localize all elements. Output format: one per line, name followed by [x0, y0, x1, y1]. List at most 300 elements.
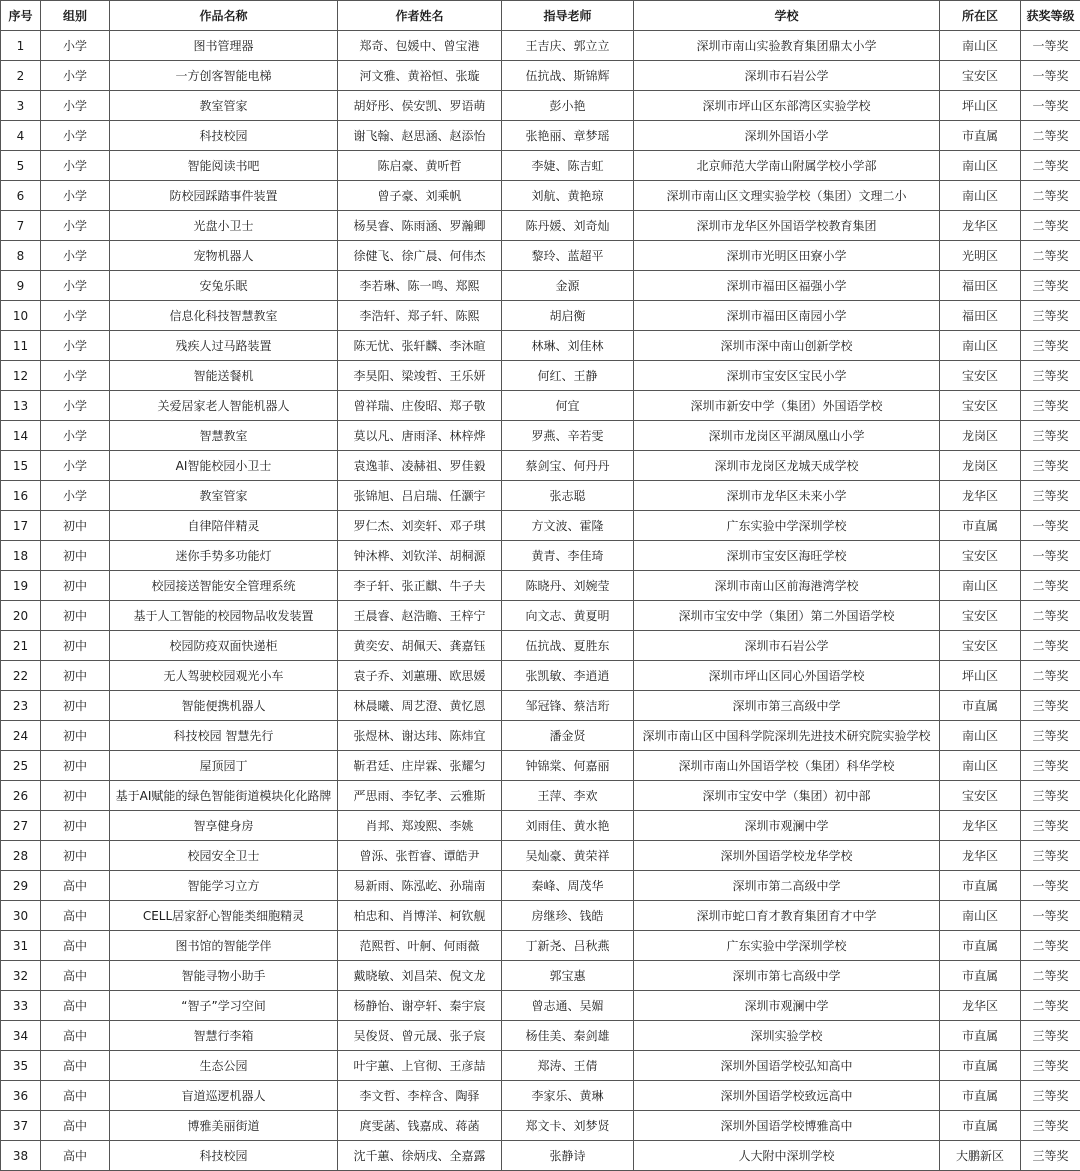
cell-group: 小学 — [41, 481, 110, 511]
table-row — [1, 781, 1080, 811]
cell-work-title: 防校园踩踏事件装置 — [110, 181, 338, 211]
cell-district: 南山区 — [940, 901, 1021, 931]
cell-advisors: 金源 — [502, 271, 634, 301]
cell-authors: 胡妤彤、侯安凯、罗语萌 — [338, 91, 502, 121]
cell-authors: 叶宇蕙、上官彻、王彦喆 — [338, 1051, 502, 1081]
table-row — [1, 331, 1080, 361]
cell-advisors: 王吉庆、郭立立 — [502, 31, 634, 61]
cell-work-title: 校园防疫双面快递柜 — [110, 631, 338, 661]
header-district: 所在区 — [940, 1, 1021, 31]
cell-group: 高中 — [41, 1021, 110, 1051]
cell-authors: 陈启豪、黄听哲 — [338, 151, 502, 181]
cell-advisors: 房继珍、钱皓 — [502, 901, 634, 931]
cell-index: 10 — [1, 301, 41, 331]
cell-school: 深圳市南山区文理实验学校（集团）文理二小 — [634, 181, 940, 211]
cell-award: 三等奖 — [1021, 721, 1080, 751]
cell-school: 北京师范大学南山附属学校小学部 — [634, 151, 940, 181]
cell-group: 小学 — [41, 271, 110, 301]
cell-group: 高中 — [41, 991, 110, 1021]
cell-award: 二等奖 — [1021, 211, 1080, 241]
cell-school: 深圳市石岩公学 — [634, 631, 940, 661]
cell-advisors: 何红、王静 — [502, 361, 634, 391]
cell-district: 宝安区 — [940, 361, 1021, 391]
cell-advisors: 陈丹媛、刘奇灿 — [502, 211, 634, 241]
cell-group: 高中 — [41, 1111, 110, 1141]
cell-work-title: 图书管理器 — [110, 31, 338, 61]
cell-district: 龙华区 — [940, 811, 1021, 841]
table-row — [1, 31, 1080, 61]
header-authors: 作者姓名 — [338, 1, 502, 31]
cell-authors: 莫以凡、唐雨泽、林梓烨 — [338, 421, 502, 451]
cell-advisors: 张志聪 — [502, 481, 634, 511]
cell-district: 坪山区 — [940, 91, 1021, 121]
cell-district: 宝安区 — [940, 61, 1021, 91]
cell-award: 一等奖 — [1021, 31, 1080, 61]
cell-authors: 黄奕安、胡佩天、龚嘉钰 — [338, 631, 502, 661]
table-row — [1, 811, 1080, 841]
cell-authors: 陈无忧、张轩麟、李沐暄 — [338, 331, 502, 361]
cell-award: 二等奖 — [1021, 571, 1080, 601]
cell-authors: 吴俊贤、曾元晟、张子宸 — [338, 1021, 502, 1051]
cell-school: 深圳市宝安中学（集团）初中部 — [634, 781, 940, 811]
cell-award: 一等奖 — [1021, 871, 1080, 901]
cell-group: 小学 — [41, 121, 110, 151]
cell-district: 宝安区 — [940, 541, 1021, 571]
cell-advisors: 张艳丽、章梦瑶 — [502, 121, 634, 151]
cell-index: 14 — [1, 421, 41, 451]
cell-school: 深圳市石岩公学 — [634, 61, 940, 91]
cell-district: 南山区 — [940, 181, 1021, 211]
cell-district: 龙华区 — [940, 211, 1021, 241]
cell-index: 19 — [1, 571, 41, 601]
cell-group: 高中 — [41, 931, 110, 961]
cell-index: 32 — [1, 961, 41, 991]
cell-district: 市直属 — [940, 1111, 1021, 1141]
cell-group: 初中 — [41, 511, 110, 541]
cell-index: 15 — [1, 451, 41, 481]
cell-award: 三等奖 — [1021, 271, 1080, 301]
cell-district: 南山区 — [940, 31, 1021, 61]
cell-advisors: 伍抗战、夏胜东 — [502, 631, 634, 661]
cell-district: 大鹏新区 — [940, 1141, 1021, 1171]
cell-district: 市直属 — [940, 931, 1021, 961]
cell-school: 深圳市坪山区东部湾区实验学校 — [634, 91, 940, 121]
header-advisors: 指导老师 — [502, 1, 634, 31]
cell-group: 高中 — [41, 901, 110, 931]
table-body — [1, 31, 1080, 1171]
cell-index: 22 — [1, 661, 41, 691]
cell-index: 36 — [1, 1081, 41, 1111]
cell-authors: 钟沐桦、刘钦洋、胡桐源 — [338, 541, 502, 571]
cell-district: 龙岗区 — [940, 421, 1021, 451]
cell-index: 9 — [1, 271, 41, 301]
cell-advisors: 刘雨佳、黄水艳 — [502, 811, 634, 841]
cell-group: 小学 — [41, 391, 110, 421]
cell-district: 龙华区 — [940, 841, 1021, 871]
cell-group: 小学 — [41, 241, 110, 271]
cell-school: 深圳市龙华区外国语学校教育集团 — [634, 211, 940, 241]
cell-work-title: 基于AI赋能的绿色智能街道模块化化路牌 — [110, 781, 338, 811]
table-row — [1, 511, 1080, 541]
cell-index: 8 — [1, 241, 41, 271]
cell-index: 30 — [1, 901, 41, 931]
cell-work-title: 智慧教室 — [110, 421, 338, 451]
cell-school: 深圳外国语小学 — [634, 121, 940, 151]
cell-work-title: 安兔乐眠 — [110, 271, 338, 301]
cell-work-title: 光盘小卫士 — [110, 211, 338, 241]
table-row — [1, 931, 1080, 961]
cell-award: 二等奖 — [1021, 931, 1080, 961]
cell-award: 三等奖 — [1021, 1051, 1080, 1081]
cell-authors: 李子轩、张正麒、牛子夫 — [338, 571, 502, 601]
cell-award: 一等奖 — [1021, 901, 1080, 931]
table-row — [1, 211, 1080, 241]
cell-advisors: 何宜 — [502, 391, 634, 421]
cell-authors: 张锦旭、吕启瑞、任灏宇 — [338, 481, 502, 511]
cell-group: 高中 — [41, 1141, 110, 1171]
cell-index: 3 — [1, 91, 41, 121]
cell-school: 深圳外国语学校龙华学校 — [634, 841, 940, 871]
cell-advisors: 曾志通、吴媚 — [502, 991, 634, 1021]
cell-group: 高中 — [41, 961, 110, 991]
cell-index: 35 — [1, 1051, 41, 1081]
cell-authors: 袁逸菲、凌赫祖、罗佳毅 — [338, 451, 502, 481]
cell-work-title: 宠物机器人 — [110, 241, 338, 271]
cell-group: 高中 — [41, 871, 110, 901]
cell-index: 12 — [1, 361, 41, 391]
cell-index: 18 — [1, 541, 41, 571]
cell-index: 17 — [1, 511, 41, 541]
table-row — [1, 661, 1080, 691]
cell-work-title: 一方创客智能电梯 — [110, 61, 338, 91]
cell-advisors: 丁新尧、吕秋燕 — [502, 931, 634, 961]
cell-index: 37 — [1, 1111, 41, 1141]
cell-authors: 郑奇、包媛中、曾宝港 — [338, 31, 502, 61]
cell-award: 三等奖 — [1021, 481, 1080, 511]
cell-award: 二等奖 — [1021, 241, 1080, 271]
cell-district: 市直属 — [940, 1021, 1021, 1051]
cell-advisors: 陈晓丹、刘婉莹 — [502, 571, 634, 601]
cell-school: 深圳市光明区田寮小学 — [634, 241, 940, 271]
cell-school: 深圳市宝安区宝民小学 — [634, 361, 940, 391]
cell-advisors: 王萍、李欢 — [502, 781, 634, 811]
cell-advisors: 李家乐、黄琳 — [502, 1081, 634, 1111]
cell-authors: 李昊阳、梁竣哲、王乐妍 — [338, 361, 502, 391]
cell-group: 初中 — [41, 661, 110, 691]
cell-advisors: 伍抗战、斯锦辉 — [502, 61, 634, 91]
cell-district: 市直属 — [940, 961, 1021, 991]
cell-group: 小学 — [41, 361, 110, 391]
cell-advisors: 刘航、黄艳琼 — [502, 181, 634, 211]
cell-index: 1 — [1, 31, 41, 61]
cell-work-title: “智子”学习空间 — [110, 991, 338, 1021]
cell-authors: 范熙哲、叶舸、何雨薇 — [338, 931, 502, 961]
cell-group: 初中 — [41, 571, 110, 601]
cell-authors: 庹雯菡、钱嘉成、蒋菡 — [338, 1111, 502, 1141]
header-award: 获奖等级 — [1021, 1, 1080, 31]
cell-district: 南山区 — [940, 331, 1021, 361]
cell-group: 初中 — [41, 751, 110, 781]
cell-authors: 李浩轩、郑子轩、陈熙 — [338, 301, 502, 331]
cell-school: 深圳市南山外国语学校（集团）科华学校 — [634, 751, 940, 781]
cell-award: 二等奖 — [1021, 961, 1080, 991]
cell-work-title: 基于人工智能的校园物品收发装置 — [110, 601, 338, 631]
table-row — [1, 91, 1080, 121]
cell-authors: 杨昊睿、陈雨涵、罗瀚卿 — [338, 211, 502, 241]
table-row — [1, 991, 1080, 1021]
cell-authors: 李文哲、李梓含、陶驿 — [338, 1081, 502, 1111]
table-row — [1, 301, 1080, 331]
cell-school: 人大附中深圳学校 — [634, 1141, 940, 1171]
cell-authors: 易新雨、陈泓屹、孙瑞南 — [338, 871, 502, 901]
table-row — [1, 631, 1080, 661]
cell-group: 小学 — [41, 421, 110, 451]
cell-district: 光明区 — [940, 241, 1021, 271]
table-row — [1, 151, 1080, 181]
cell-index: 5 — [1, 151, 41, 181]
cell-award: 二等奖 — [1021, 661, 1080, 691]
cell-award: 三等奖 — [1021, 691, 1080, 721]
cell-work-title: 博雅美丽街道 — [110, 1111, 338, 1141]
cell-index: 26 — [1, 781, 41, 811]
cell-district: 南山区 — [940, 151, 1021, 181]
cell-district: 市直属 — [940, 121, 1021, 151]
cell-school: 深圳市宝安区海旺学校 — [634, 541, 940, 571]
cell-work-title: 智慧行李箱 — [110, 1021, 338, 1051]
cell-school: 深圳外国语学校弘知高中 — [634, 1051, 940, 1081]
cell-advisors: 潘金贤 — [502, 721, 634, 751]
table-row — [1, 961, 1080, 991]
cell-work-title: 屋顶园丁 — [110, 751, 338, 781]
cell-award: 二等奖 — [1021, 991, 1080, 1021]
cell-authors: 曾泺、张哲睿、谭皓尹 — [338, 841, 502, 871]
table-row — [1, 121, 1080, 151]
header-work-title: 作品名称 — [110, 1, 338, 31]
cell-work-title: 教室管家 — [110, 481, 338, 511]
cell-advisors: 秦峰、周茂华 — [502, 871, 634, 901]
cell-school: 深圳外国语学校致远高中 — [634, 1081, 940, 1111]
cell-award: 二等奖 — [1021, 151, 1080, 181]
cell-work-title: CELL居家舒心智能类细胞精灵 — [110, 901, 338, 931]
table-row — [1, 1051, 1080, 1081]
cell-district: 龙岗区 — [940, 451, 1021, 481]
cell-school: 深圳市南山区中国科学院深圳先进技术研究院实验学校 — [634, 721, 940, 751]
cell-advisors: 邹冠锋、蔡洁珩 — [502, 691, 634, 721]
table-row — [1, 391, 1080, 421]
table-row — [1, 541, 1080, 571]
cell-group: 小学 — [41, 61, 110, 91]
cell-group: 小学 — [41, 211, 110, 241]
cell-school: 深圳市深中南山创新学校 — [634, 331, 940, 361]
cell-award: 一等奖 — [1021, 541, 1080, 571]
cell-award: 一等奖 — [1021, 511, 1080, 541]
cell-advisors: 钟锦棠、何嘉丽 — [502, 751, 634, 781]
cell-authors: 张煜林、谢达玮、陈炜宜 — [338, 721, 502, 751]
cell-district: 龙华区 — [940, 991, 1021, 1021]
cell-advisors: 杨佳美、秦剑雄 — [502, 1021, 634, 1051]
cell-advisors: 蔡剑宝、何丹丹 — [502, 451, 634, 481]
cell-award: 三等奖 — [1021, 1111, 1080, 1141]
cell-school: 深圳市福田区福强小学 — [634, 271, 940, 301]
cell-award: 二等奖 — [1021, 121, 1080, 151]
cell-advisors: 方文波、霍隆 — [502, 511, 634, 541]
table-row — [1, 61, 1080, 91]
cell-school: 深圳市蛇口育才教育集团育才中学 — [634, 901, 940, 931]
cell-school: 深圳实验学校 — [634, 1021, 940, 1051]
cell-authors: 袁子乔、刘蕙珊、欧思媛 — [338, 661, 502, 691]
cell-work-title: 智能送餐机 — [110, 361, 338, 391]
cell-award: 三等奖 — [1021, 1141, 1080, 1171]
cell-school: 深圳市新安中学（集团）外国语学校 — [634, 391, 940, 421]
cell-work-title: 智能阅读书吧 — [110, 151, 338, 181]
cell-district: 宝安区 — [940, 601, 1021, 631]
cell-award: 一等奖 — [1021, 61, 1080, 91]
table-row — [1, 1141, 1080, 1171]
cell-district: 福田区 — [940, 271, 1021, 301]
cell-advisors: 张凯敏、李逍逍 — [502, 661, 634, 691]
cell-award: 二等奖 — [1021, 631, 1080, 661]
cell-work-title: 智能学习立方 — [110, 871, 338, 901]
table-row — [1, 241, 1080, 271]
cell-authors: 柏忠和、肖博洋、柯钦舰 — [338, 901, 502, 931]
cell-award: 三等奖 — [1021, 1081, 1080, 1111]
cell-work-title: 信息化科技智慧教室 — [110, 301, 338, 331]
header-row — [1, 1, 1080, 31]
cell-school: 深圳市第三高级中学 — [634, 691, 940, 721]
table-row — [1, 901, 1080, 931]
cell-school: 深圳市龙岗区平湖凤凰山小学 — [634, 421, 940, 451]
cell-group: 小学 — [41, 91, 110, 121]
table-row — [1, 451, 1080, 481]
cell-group: 初中 — [41, 601, 110, 631]
cell-school: 广东实验中学深圳学校 — [634, 511, 940, 541]
cell-group: 小学 — [41, 331, 110, 361]
cell-award: 三等奖 — [1021, 451, 1080, 481]
table-row — [1, 751, 1080, 781]
header-school: 学校 — [634, 1, 940, 31]
table-row — [1, 721, 1080, 751]
cell-authors: 曾子豪、刘乘帆 — [338, 181, 502, 211]
cell-advisors: 张静诗 — [502, 1141, 634, 1171]
table-row — [1, 871, 1080, 901]
cell-award: 三等奖 — [1021, 391, 1080, 421]
cell-advisors: 吴灿豪、黄荣祥 — [502, 841, 634, 871]
cell-group: 小学 — [41, 181, 110, 211]
cell-advisors: 郭宝惠 — [502, 961, 634, 991]
table-row — [1, 271, 1080, 301]
cell-group: 初中 — [41, 631, 110, 661]
cell-district: 市直属 — [940, 871, 1021, 901]
cell-advisors: 黄青、李佳琦 — [502, 541, 634, 571]
cell-school: 深圳市龙岗区龙城天成学校 — [634, 451, 940, 481]
table-row — [1, 1081, 1080, 1111]
cell-school: 深圳外国语学校博雅高中 — [634, 1111, 940, 1141]
cell-index: 2 — [1, 61, 41, 91]
cell-index: 33 — [1, 991, 41, 1021]
cell-group: 初中 — [41, 781, 110, 811]
cell-work-title: 盲道巡逻机器人 — [110, 1081, 338, 1111]
cell-index: 27 — [1, 811, 41, 841]
cell-school: 广东实验中学深圳学校 — [634, 931, 940, 961]
cell-school: 深圳市第七高级中学 — [634, 961, 940, 991]
cell-group: 初中 — [41, 541, 110, 571]
cell-school: 深圳市南山区前海港湾学校 — [634, 571, 940, 601]
cell-group: 初中 — [41, 841, 110, 871]
cell-work-title: 残疾人过马路装置 — [110, 331, 338, 361]
header-index: 序号 — [1, 1, 41, 31]
cell-district: 市直属 — [940, 691, 1021, 721]
cell-work-title: 关爱居家老人智能机器人 — [110, 391, 338, 421]
table-row — [1, 691, 1080, 721]
cell-authors: 杨静怡、谢亭轩、秦宇宸 — [338, 991, 502, 1021]
cell-work-title: 智享健身房 — [110, 811, 338, 841]
cell-award: 三等奖 — [1021, 811, 1080, 841]
cell-authors: 罗仁杰、刘奕轩、邓子琪 — [338, 511, 502, 541]
cell-work-title: 智能便携机器人 — [110, 691, 338, 721]
cell-advisors: 李婕、陈吉虹 — [502, 151, 634, 181]
cell-authors: 靳君廷、庄岸霖、张耀匀 — [338, 751, 502, 781]
cell-group: 初中 — [41, 811, 110, 841]
cell-work-title: 生态公园 — [110, 1051, 338, 1081]
cell-index: 21 — [1, 631, 41, 661]
cell-index: 20 — [1, 601, 41, 631]
cell-authors: 肖邦、郑竣熙、李姚 — [338, 811, 502, 841]
cell-index: 24 — [1, 721, 41, 751]
cell-district: 福田区 — [940, 301, 1021, 331]
cell-index: 31 — [1, 931, 41, 961]
table-row — [1, 571, 1080, 601]
table-row — [1, 1021, 1080, 1051]
cell-group: 小学 — [41, 31, 110, 61]
cell-authors: 戴晓敏、刘昌荣、倪文龙 — [338, 961, 502, 991]
cell-index: 38 — [1, 1141, 41, 1171]
cell-school: 深圳市第二高级中学 — [634, 871, 940, 901]
table-row — [1, 481, 1080, 511]
cell-work-title: 迷你手势多功能灯 — [110, 541, 338, 571]
cell-authors: 徐健飞、徐广晨、何伟杰 — [338, 241, 502, 271]
cell-school: 深圳市龙华区未来小学 — [634, 481, 940, 511]
cell-authors: 谢飞翰、赵思涵、赵添怡 — [338, 121, 502, 151]
cell-work-title: 校园安全卫士 — [110, 841, 338, 871]
cell-group: 初中 — [41, 691, 110, 721]
cell-school: 深圳市坪山区同心外国语学校 — [634, 661, 940, 691]
cell-work-title: AI智能校园小卫士 — [110, 451, 338, 481]
cell-district: 市直属 — [940, 511, 1021, 541]
cell-advisors: 胡启衡 — [502, 301, 634, 331]
cell-index: 7 — [1, 211, 41, 241]
cell-advisors: 罗燕、辛若雯 — [502, 421, 634, 451]
cell-index: 4 — [1, 121, 41, 151]
cell-authors: 河文雅、黄裕恒、张璇 — [338, 61, 502, 91]
cell-authors: 曾祥瑞、庄俊昭、郑子敬 — [338, 391, 502, 421]
table-row — [1, 361, 1080, 391]
cell-school: 深圳市观澜中学 — [634, 991, 940, 1021]
cell-index: 16 — [1, 481, 41, 511]
cell-school: 深圳市宝安中学（集团）第二外国语学校 — [634, 601, 940, 631]
cell-award: 三等奖 — [1021, 301, 1080, 331]
cell-work-title: 智能寻物小助手 — [110, 961, 338, 991]
cell-authors: 林晨曦、周艺澄、黄忆恩 — [338, 691, 502, 721]
cell-group: 小学 — [41, 301, 110, 331]
cell-award: 三等奖 — [1021, 841, 1080, 871]
table-row — [1, 841, 1080, 871]
cell-advisors: 向文志、黄夏明 — [502, 601, 634, 631]
cell-work-title: 科技校园 — [110, 1141, 338, 1171]
cell-award: 三等奖 — [1021, 421, 1080, 451]
cell-award: 三等奖 — [1021, 331, 1080, 361]
table-row — [1, 601, 1080, 631]
cell-award: 三等奖 — [1021, 751, 1080, 781]
